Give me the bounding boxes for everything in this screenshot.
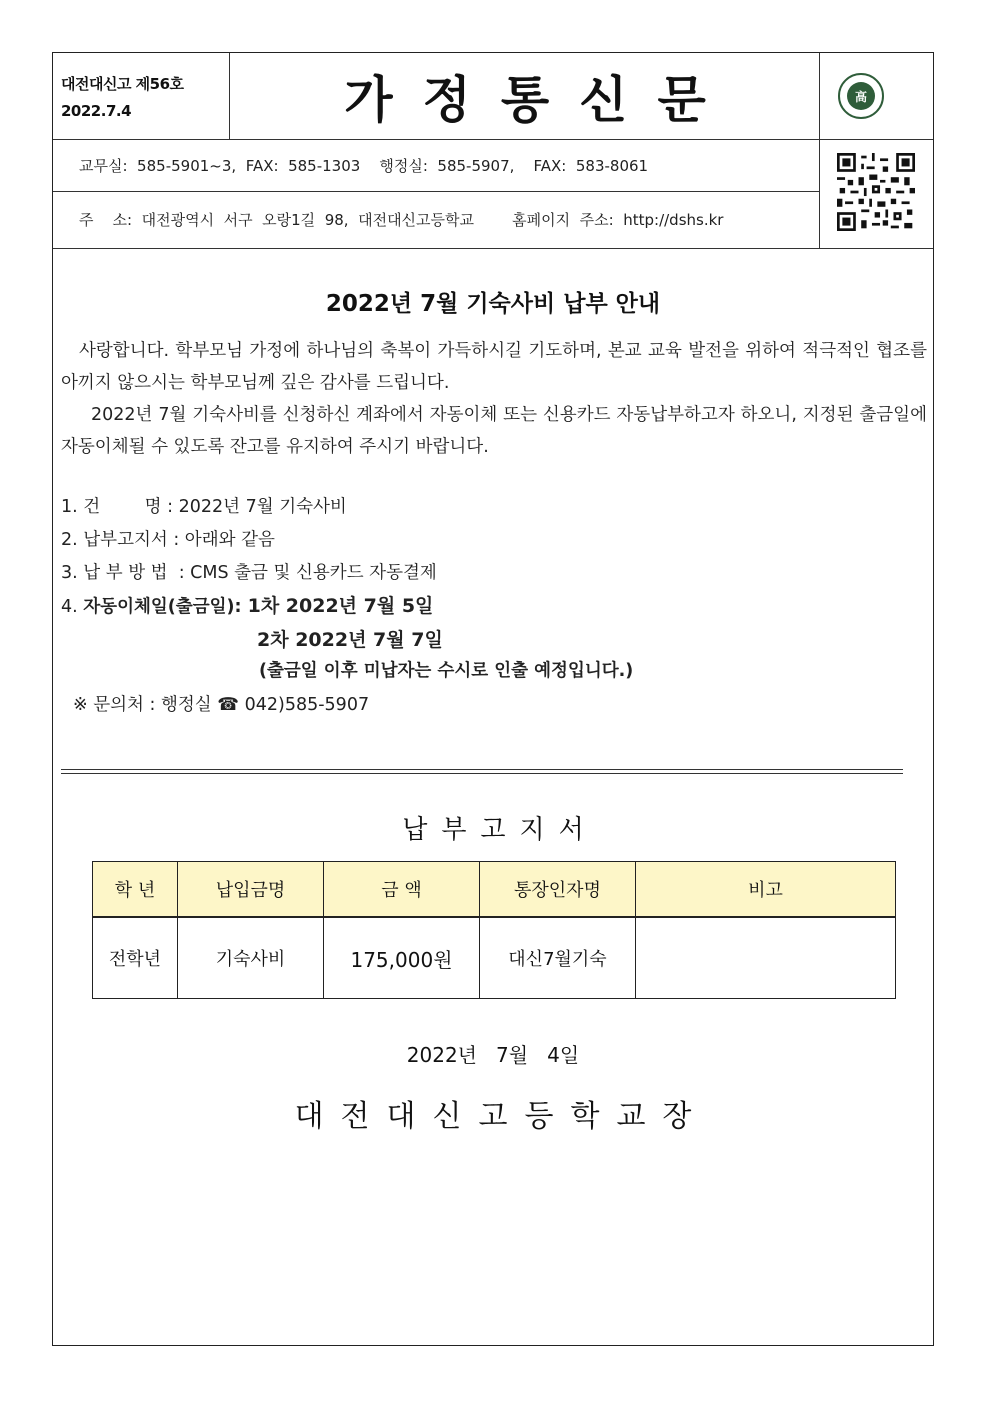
table-header-row — [93, 862, 896, 918]
header-grade: 학 년 — [93, 862, 178, 918]
header-amount: 금 액 — [324, 862, 480, 918]
debit-note: (출금일 이후 미납자는 수시로 인출 예정입니다.) — [259, 661, 634, 681]
header-account-label: 통장인자명 — [480, 862, 636, 918]
page-title: 가정통신문 — [344, 71, 736, 129]
issue-date: 2022.7.4 — [61, 102, 132, 120]
address-info: 주 소: 대전광역시 서구 오랑1길 98, 대전대신고등학교 홈페이지 주소: http://dshs.kr — [79, 211, 724, 229]
header-item-name: 납입금명 — [178, 862, 324, 918]
item-method: 3. 납 부 방 법 : CMS 출금 및 신용카드 자동결제 — [61, 563, 437, 583]
item-bill: 2. 납부고지서 : 아래와 같음 — [61, 530, 275, 550]
divider — [229, 53, 230, 139]
notice-title: 2022년 7월 기숙사비 납부 안내 — [325, 291, 661, 317]
cell-amount: 175,000원 — [324, 917, 480, 999]
school-logo — [838, 73, 884, 119]
bill-table — [92, 861, 896, 999]
item-number: 4. — [61, 597, 84, 617]
inquiry: ※ 문의처 : 행정실 ☎ 042)585-5907 — [73, 695, 370, 715]
divider — [53, 191, 819, 192]
header — [53, 53, 933, 248]
notice-paragraph-2: 2022년 7월 기숙사비를 신청하신 계좌에서 자동이체 또는 신용카드 자동납부하고자 하오니, 지정된 출금일에 자동이체될 수 있도록 잔고를 유지하여 주시기 바랍니다. — [61, 405, 927, 457]
cell-grade: 전학년 — [93, 917, 178, 999]
issue-date-footer: 2022년 7월 4일 — [406, 1043, 580, 1067]
issue-info — [61, 71, 184, 125]
header-remarks: 비고 — [636, 862, 896, 918]
divider — [53, 248, 933, 249]
double-divider — [61, 769, 903, 774]
second-debit-date: 2차 2022년 7월 7일 — [257, 629, 443, 651]
table-row — [93, 917, 896, 999]
cell-account-label: 대신7월기숙 — [480, 917, 636, 999]
item-debit-date — [61, 591, 433, 618]
cell-item-name: 기숙사비 — [178, 917, 324, 999]
issue-number: 대전대신고 제56호 — [61, 75, 184, 93]
cell-remarks — [636, 917, 896, 999]
notice-paragraph-1: 사랑합니다. 학부모님 가정에 하나님의 축복이 가득하시길 기도하며, 본교 교육 발전을 위하여 적극적인 협조를 아끼지 않으시는 학부모님께 깊은 감사를 드립니다. — [61, 341, 927, 393]
divider — [819, 53, 820, 248]
divider — [53, 139, 933, 140]
document-frame — [52, 52, 934, 1346]
debit-date-label: 자동이체일(출금일): — [83, 597, 248, 617]
contact-info: 교무실: 585-5901~3, FAX: 585-1303 행정실: 585-5907, FAX: 583-8061 — [79, 157, 649, 175]
first-debit-date: 1차 2022년 7월 5일 — [247, 595, 434, 617]
principal-signature: 대전대신고등학교장 — [294, 1099, 709, 1134]
item-subject: 1. 건 명 : 2022년 7월 기숙사비 — [61, 497, 347, 517]
school-emblem-icon: 高 — [847, 82, 875, 110]
qr-code-icon[interactable] — [837, 153, 915, 231]
bill-title: 납부고지서 — [402, 815, 598, 845]
